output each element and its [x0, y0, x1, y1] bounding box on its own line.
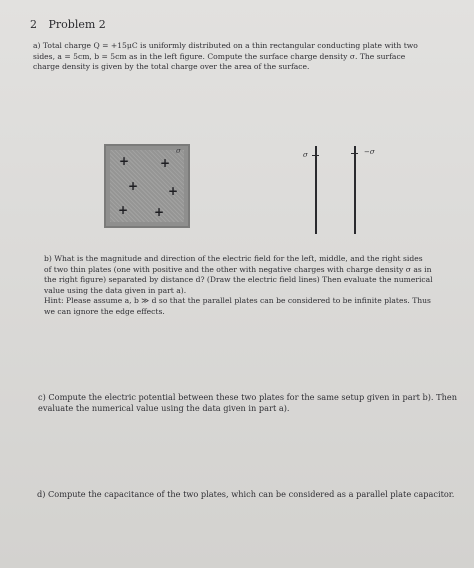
plus-sign: +: [118, 203, 129, 217]
part-d-text: [37, 489, 457, 500]
part-b-line: b) What is the magnitude and direction of the electric field for the left, middle, and the right sides: [44, 254, 423, 263]
problem-number: 2: [30, 18, 37, 31]
left-plate-sigma-label: σ: [303, 151, 308, 159]
right-plate-line: [354, 146, 356, 234]
right-plate-sigma-label: −σ: [364, 148, 375, 156]
part-b-line: of two thin plates (one with positive and the other with negative charges with charge density σ as in: [44, 264, 432, 274]
plus-sign: +: [168, 184, 179, 198]
part-c-text: [38, 392, 457, 414]
plus-sign: +: [119, 154, 130, 168]
part-b-hint-line: Hint: Please assume a, b ≫ d so that the parallel plates can be considered to be infinite plates. Thus: [44, 296, 431, 305]
plus-sign: +: [160, 156, 171, 170]
part-c-line: evaluate the numerical value using the data given in part a).: [38, 403, 290, 413]
charged-plate-figure: [104, 144, 190, 228]
plate-sigma-label: σ: [176, 147, 181, 155]
problem-heading: [30, 18, 106, 31]
part-d-line: d) Compute the capacitance of the two plates, which can be considered as a parallel plate capacitor.: [37, 489, 455, 499]
part-a-text: [33, 41, 433, 73]
left-plate-line: [315, 146, 317, 234]
part-a-line: sides, a = 5cm, b = 5cm as in the left figure. Compute the surface charge density σ. The surface: [33, 51, 406, 61]
part-b-text: [44, 254, 444, 317]
part-b-hint-line: we can ignore the edge effects.: [44, 306, 165, 316]
part-b-line: value using the data given in part a).: [44, 285, 187, 295]
part-a-line: charge density is given by the total charge over the area of the surface.: [33, 62, 310, 71]
part-a-line: a) Total charge Q = +15μC is uniformly distributed on a thin rectangular conducting plate with two: [33, 41, 418, 50]
problem-title: Problem 2: [48, 18, 106, 31]
part-b-line: the right figure) separated by distance d? (Draw the electric field lines) Then evaluate the numerical: [44, 275, 433, 284]
part-c-line: c) Compute the electric potential between these two plates for the same setup given in part b). Then: [38, 392, 457, 402]
plus-sign: +: [154, 205, 165, 219]
plus-sign: +: [128, 179, 139, 193]
